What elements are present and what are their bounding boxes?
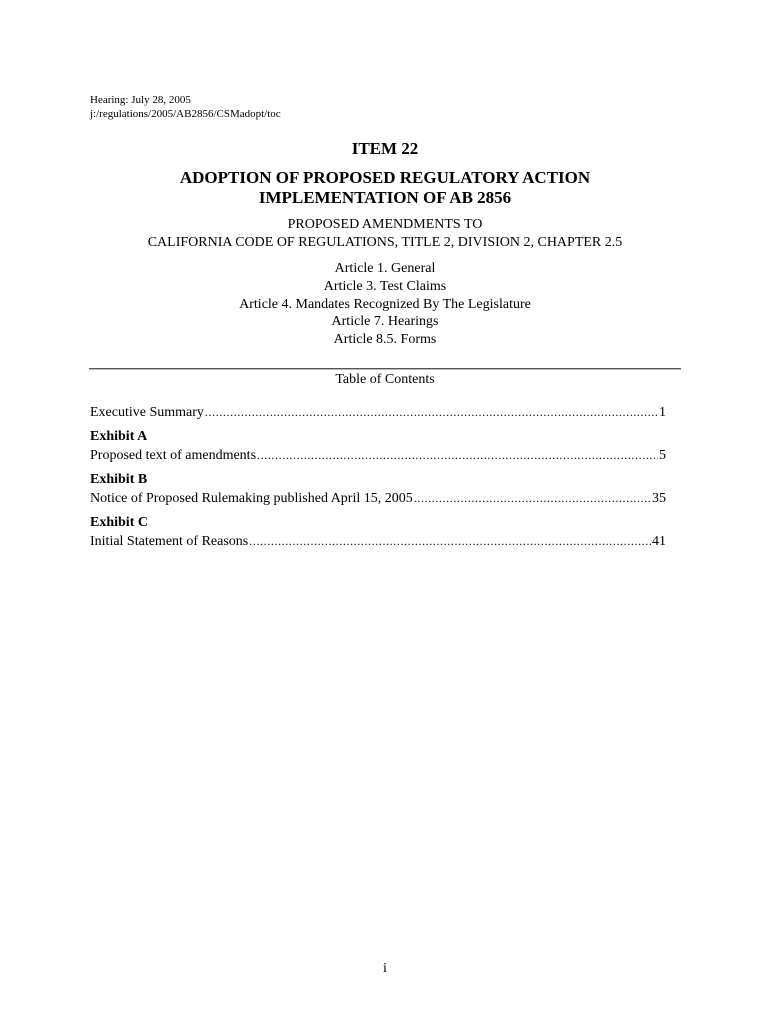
exhibit-a-heading: Exhibit A: [90, 429, 148, 444]
document-header: [90, 93, 281, 121]
article-item: Article 3. Test Claims: [323, 278, 447, 294]
toc-page-number: 5: [659, 448, 666, 463]
item-title: ITEM 22: [351, 139, 419, 158]
toc-page-number: 35: [652, 491, 666, 506]
dot-leader: [414, 489, 651, 508]
dot-leader: [249, 532, 651, 551]
article-item: Article 7. Hearings: [331, 314, 439, 330]
hearing-date: Hearing: July 28, 2005: [90, 94, 191, 106]
article-list: [0, 260, 770, 349]
article-item: Article 1. General: [334, 261, 436, 276]
main-title-line-1: ADOPTION OF PROPOSED REGULATORY ACTION: [179, 168, 591, 187]
amendments-heading: [0, 216, 770, 252]
amendments-line-2: CALIFORNIA CODE OF REGULATIONS, TITLE 2, DIVISION 2, CHAPTER 2.5: [147, 235, 623, 250]
article-item: Article 4. Mandates Recognized By The Legislature: [239, 296, 531, 312]
toc-entry-label: Executive Summary: [90, 405, 204, 420]
toc-entry-executive-summary[interactable]: [90, 403, 666, 422]
toc-heading: Table of Contents: [335, 372, 435, 387]
article-item: Article 8.5. Forms: [333, 332, 437, 348]
toc-page-number: 41: [652, 534, 666, 549]
toc-page-number: 1: [659, 405, 666, 420]
main-title-line-2: IMPLEMENTATION OF AB 2856: [258, 188, 512, 207]
toc-entry-label: Initial Statement of Reasons: [90, 534, 249, 549]
main-title: [0, 168, 770, 208]
page-number: i: [383, 961, 387, 976]
toc-entry-exhibit-c[interactable]: [90, 532, 666, 551]
exhibit-b-heading: Exhibit B: [90, 472, 148, 487]
horizontal-divider: [89, 368, 681, 369]
file-path: j:/regulations/2005/AB2856/CSMadopt/toc: [90, 108, 281, 120]
dot-leader: [257, 446, 658, 465]
amendments-line-1: PROPOSED AMENDMENTS TO: [287, 217, 483, 232]
table-of-contents: [90, 403, 666, 551]
toc-entry-label: Proposed text of amendments: [90, 448, 257, 463]
dot-leader: [205, 403, 658, 422]
toc-entry-exhibit-b[interactable]: [90, 489, 666, 508]
exhibit-c-heading: Exhibit C: [90, 515, 148, 530]
toc-entry-label: Notice of Proposed Rulemaking published April 15, 2005: [90, 491, 413, 506]
toc-entry-exhibit-a[interactable]: [90, 446, 666, 465]
